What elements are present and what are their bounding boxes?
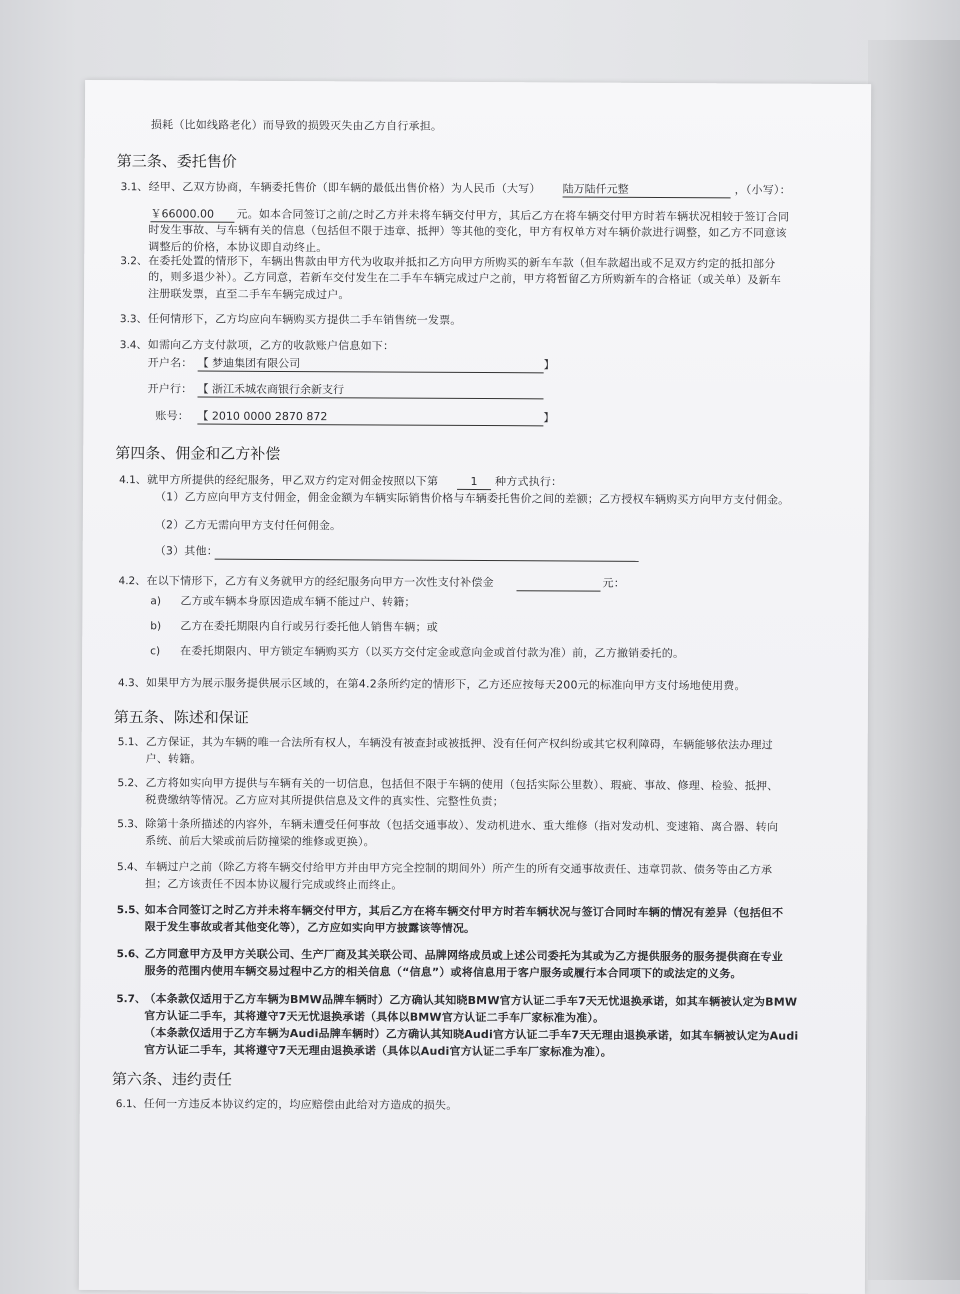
clause-5-5-line2: 限于发生事故或者其他变化等），乙方应如实向甲方披露该等情况。 <box>144 920 476 936</box>
clause-5-1-line1: 乙方保证，其为车辆的唯一合法所有权人，车辆没有被查封或被抵押、没有任何产权纠纷或其它权利障碍，车辆能够依法办理过 <box>145 735 773 752</box>
clause-4-1-line1-end: 种方式执行： <box>495 475 563 489</box>
clause-3-2-line2: 的，则多退少补）。乙方同意，若新车交付发生在二手车车辆完成过户之前，甲方将暂留乙方所购新车的合格证（或关单）及新车 <box>148 270 782 287</box>
clause-5-2-line2: 税费缴纳等情况。乙方应对其所提供信息及文件的真实性、完整性负责； <box>145 793 504 809</box>
clause-3-3-number: 3.3、 <box>119 313 148 326</box>
bank-value: 【 浙江禾城农商银行余新支行 <box>198 383 544 400</box>
clause-4-3-number: 4.3、 <box>117 677 146 690</box>
clause-4-2-line1: 在以下情形下，乙方有义务就甲方的经纪服务向甲方一次性支付补偿金 <box>146 574 494 590</box>
clause-4-2-b-marker: b) <box>150 620 162 633</box>
clause-3-1-line4: 调整后的价格，本协议即自动终止。 <box>148 240 328 255</box>
clause-3-4-line1: 如需向乙方支付款项，乙方的收款账户信息如下： <box>147 338 395 353</box>
clause-5-5-number: 5.5、 <box>116 904 146 917</box>
clause-4-1-number: 4.1、 <box>119 474 147 487</box>
clause-5-3-line1: 除第十条所描述的内容外，车辆未遭受任何事故（包括交通事故）、发动机进水、重大维修（指对发动机、变速箱、离合器、转向 <box>145 817 779 834</box>
account-number-label: 账号： <box>155 409 190 423</box>
clause-5-6-number: 5.6、 <box>116 948 146 961</box>
clause-4-2-a: 乙方或车辆本身原因造成车辆不能过户、转籍； <box>180 594 416 609</box>
clause-5-7-line4: 官方认证二手车，其将遵守7天无理由退换承诺（具体以Audi官方认证二手车厂家标准为准）。 <box>144 1043 613 1059</box>
price-lower-field: ￥66000.00 <box>150 207 234 222</box>
clause-3-1-line3: 时发生事故、与车辆有关的信息（包括但不限于违章、抵押）等其他的变化，甲方有权单方对车辆价款进行调整，如乙方不同意该 <box>148 223 787 240</box>
clause-4-2-a-marker: a) <box>150 595 162 608</box>
clause-4-2-c: 在委托期限内、甲方锁定车辆购买方（以买方交付定金或意向金或首付款为准）前，乙方撤销委托的。 <box>180 644 685 661</box>
clause-5-2-line1: 乙方将如实向甲方提供与车辆有关的一切信息，包括但不限于车辆的使用（包括实际公里数）、瑕疵、事故、修理、检验、抵押、 <box>145 776 779 793</box>
price-upper-field: 陆万陆仟元整 <box>563 182 731 198</box>
section-6-heading: 第六条、违约责任 <box>111 1070 233 1089</box>
clause-4-1-line1: 就甲方所提供的经纪服务，甲乙双方约定对佣金按照以下第 <box>147 473 439 488</box>
section-5-heading: 第五条、陈述和保证 <box>113 708 249 727</box>
account-name-bracket: 】 <box>543 358 555 372</box>
clause-3-3-line1: 任何情形下，乙方均应向车辆购买方提供二手车销售统一发票。 <box>147 312 462 327</box>
clause-5-4-number: 5.4、 <box>117 861 145 874</box>
bank-label: 开户行： <box>147 382 193 396</box>
clause-5-7-number: 5.7、 <box>116 993 146 1006</box>
clause-3-1-line1-end: ，（小写）： <box>734 183 791 197</box>
account-number-bracket: 】 <box>543 411 555 425</box>
commission-option-1: （1）乙方应向甲方支付佣金，佣金金额为车辆实际销售价格与车辆委托售价之间的差额；乙方授权车辆购买方向甲方支付佣金。 <box>154 490 790 507</box>
account-name-label: 开户名： <box>147 356 193 370</box>
clause-5-7-line3: （本条款仅适用于乙方车辆为Audi品牌车辆时）乙方确认其知晓Audi官方认证二手车7天无理由退换承诺，如其车辆被认定为Audi <box>144 1026 799 1043</box>
clause-6-1-line1: 任何一方违反本协议约定的，均应赔偿由此给对方造成的损失。 <box>143 1097 458 1112</box>
clause-3-4-number: 3.4、 <box>119 339 148 352</box>
section-4-heading: 第四条、佣金和乙方补偿 <box>115 444 281 463</box>
clause-5-1-number: 5.1、 <box>117 736 145 749</box>
clause-3-1-line2: 元。如本合同签订之前/之时乙方并未将车辆交付甲方，其后乙方在将车辆交付甲方时若车辆状况相较于签订合同 <box>236 207 790 224</box>
section-3-heading: 第三条、委托售价 <box>116 152 237 171</box>
background-shadow <box>868 40 960 1280</box>
clause-3-1-number: 3.1、 <box>120 181 148 194</box>
clause-5-1-line2: 户、转籍。 <box>145 752 202 766</box>
compensation-amount-field <box>517 576 601 591</box>
clause-5-3-line2: 系统、前后大梁或前后防撞梁的维修或更换）。 <box>145 834 375 849</box>
contract-page <box>79 80 871 1294</box>
clause-3-1-line1: 经甲、乙双方协商，车辆委托售价（即车辆的最低出售价格）为人民币（大写） <box>148 180 541 196</box>
clause-5-4-line2: 担；乙方该责任不因本协议履行完成或终止而终止。 <box>144 877 403 892</box>
clause-5-2-number: 5.2、 <box>117 777 145 790</box>
clause-5-4-line1: 车辆过户之前（除乙方将车辆交付给甲方并由甲方完全控制的期间外）所产生的所有交通事故责任、违章罚款、债务等由乙方承 <box>145 860 773 877</box>
account-number-value: 【 2010 0000 2870 872 <box>197 410 543 427</box>
clause-3-2-line1: 在委托处置的情形下，车辆出售款由甲方代为收取并抵扣乙方向甲方所购买的新车车款（但车款超出或不足双方约定的抵扣部分 <box>148 254 776 271</box>
clause-5-7-line1: （本条款仅适用于乙方车辆为BMW品牌车辆时）乙方确认其知晓BMW官方认证二手车7天无忧退换承诺，如其车辆被认定为BMW <box>144 992 798 1009</box>
clause-5-6-line2: 服务的范围内使用车辆交易过程中乙方的相关信息（“信息”）或将信息用于客户服务或履行本合同项下的或法定的义务。 <box>144 964 742 981</box>
clause-4-2-number: 4.2、 <box>118 575 146 588</box>
clause-6-1-number: 6.1、 <box>115 1098 144 1111</box>
clause-5-3-number: 5.3、 <box>117 818 145 831</box>
clause-5-7-line2: 官方认证二手车，其将遵守7天无忧退换承诺（具体以BMW官方认证二手车厂家标准为准）。 <box>144 1009 605 1025</box>
clause-4-2-line1-end: 元： <box>602 576 625 590</box>
clause-4-2-c-marker: c) <box>150 645 161 658</box>
clause-5-5-line1: 如本合同签订之时乙方并未将车辆交付甲方，其后乙方在将车辆交付甲方时若车辆状况与签订合同时车辆的情况有差异（包括但不 <box>144 903 784 920</box>
clause-4-3-line1: 如果甲方为展示服务提供展示区域的，在第4.2条所约定的情形下，乙方还应按每天200元的标准向甲方支付场地使用费。 <box>145 676 746 693</box>
commission-option-2: （2）乙方无需向甲方支付任何佣金。 <box>154 518 342 533</box>
commission-option-3: （3）其他： <box>154 544 218 558</box>
clause-3-2-number: 3.2、 <box>120 255 148 268</box>
clause-5-6-line1: 乙方同意甲方及甲方关联公司、生产厂商及其关联公司、品牌网络成员或上述公司委托为其或为乙方提供服务的服务提供商在专业 <box>144 947 784 964</box>
account-name-value: 【 梦迪集团有限公司 <box>198 357 544 374</box>
clause-4-2-b: 乙方在委托期限内自行或另行委托他人销售车辆；或 <box>180 619 438 634</box>
commission-option-field: 1 <box>457 475 491 490</box>
clause-3-2-line3: 注册联发票，直至二手车车辆完成过户。 <box>148 287 350 302</box>
carryover-text: 损耗（比如线路老化）而导致的损毁灭失由乙方自行承担。 <box>150 118 443 133</box>
commission-other-field <box>215 545 639 562</box>
